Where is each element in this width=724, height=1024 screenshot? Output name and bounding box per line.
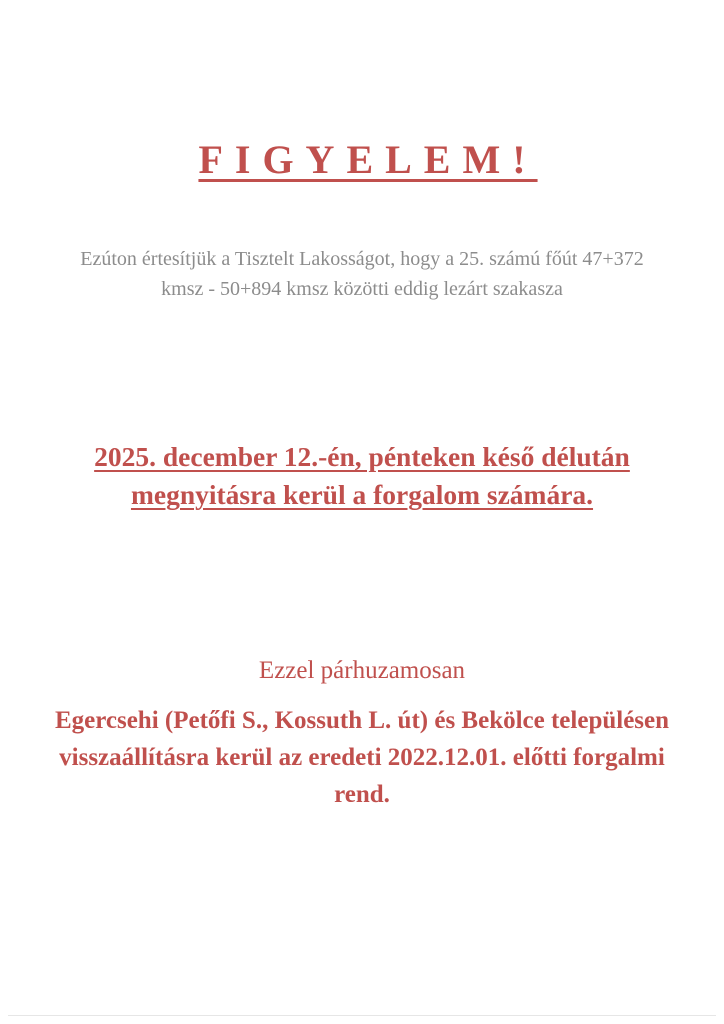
parallel-label: Ezzel párhuzamosan [258,657,466,684]
notice-heading-text: FIGYELEM! [198,137,538,182]
reopening-announcement: 2025. december 12.-én, pénteken késő délután megnyitásra kerül a forgalom számára. [94,441,630,510]
notice-intro-paragraph: Ezúton értesítjük a Tisztelt Lakosságot, hogy a 25. számú főút 47+372 kmsz - 50+894 kmsz közötti eddig lezárt szakasza [80,248,644,300]
traffic-order-details: Egercsehi (Petőfi S., Kossuth L. út) és Bekölce településen visszaállításra kerül az eredeti 2022.12.01. előtti forgalmi rend. [54,707,670,808]
page-bottom-divider [8,1015,716,1016]
notice-heading [0,136,724,184]
